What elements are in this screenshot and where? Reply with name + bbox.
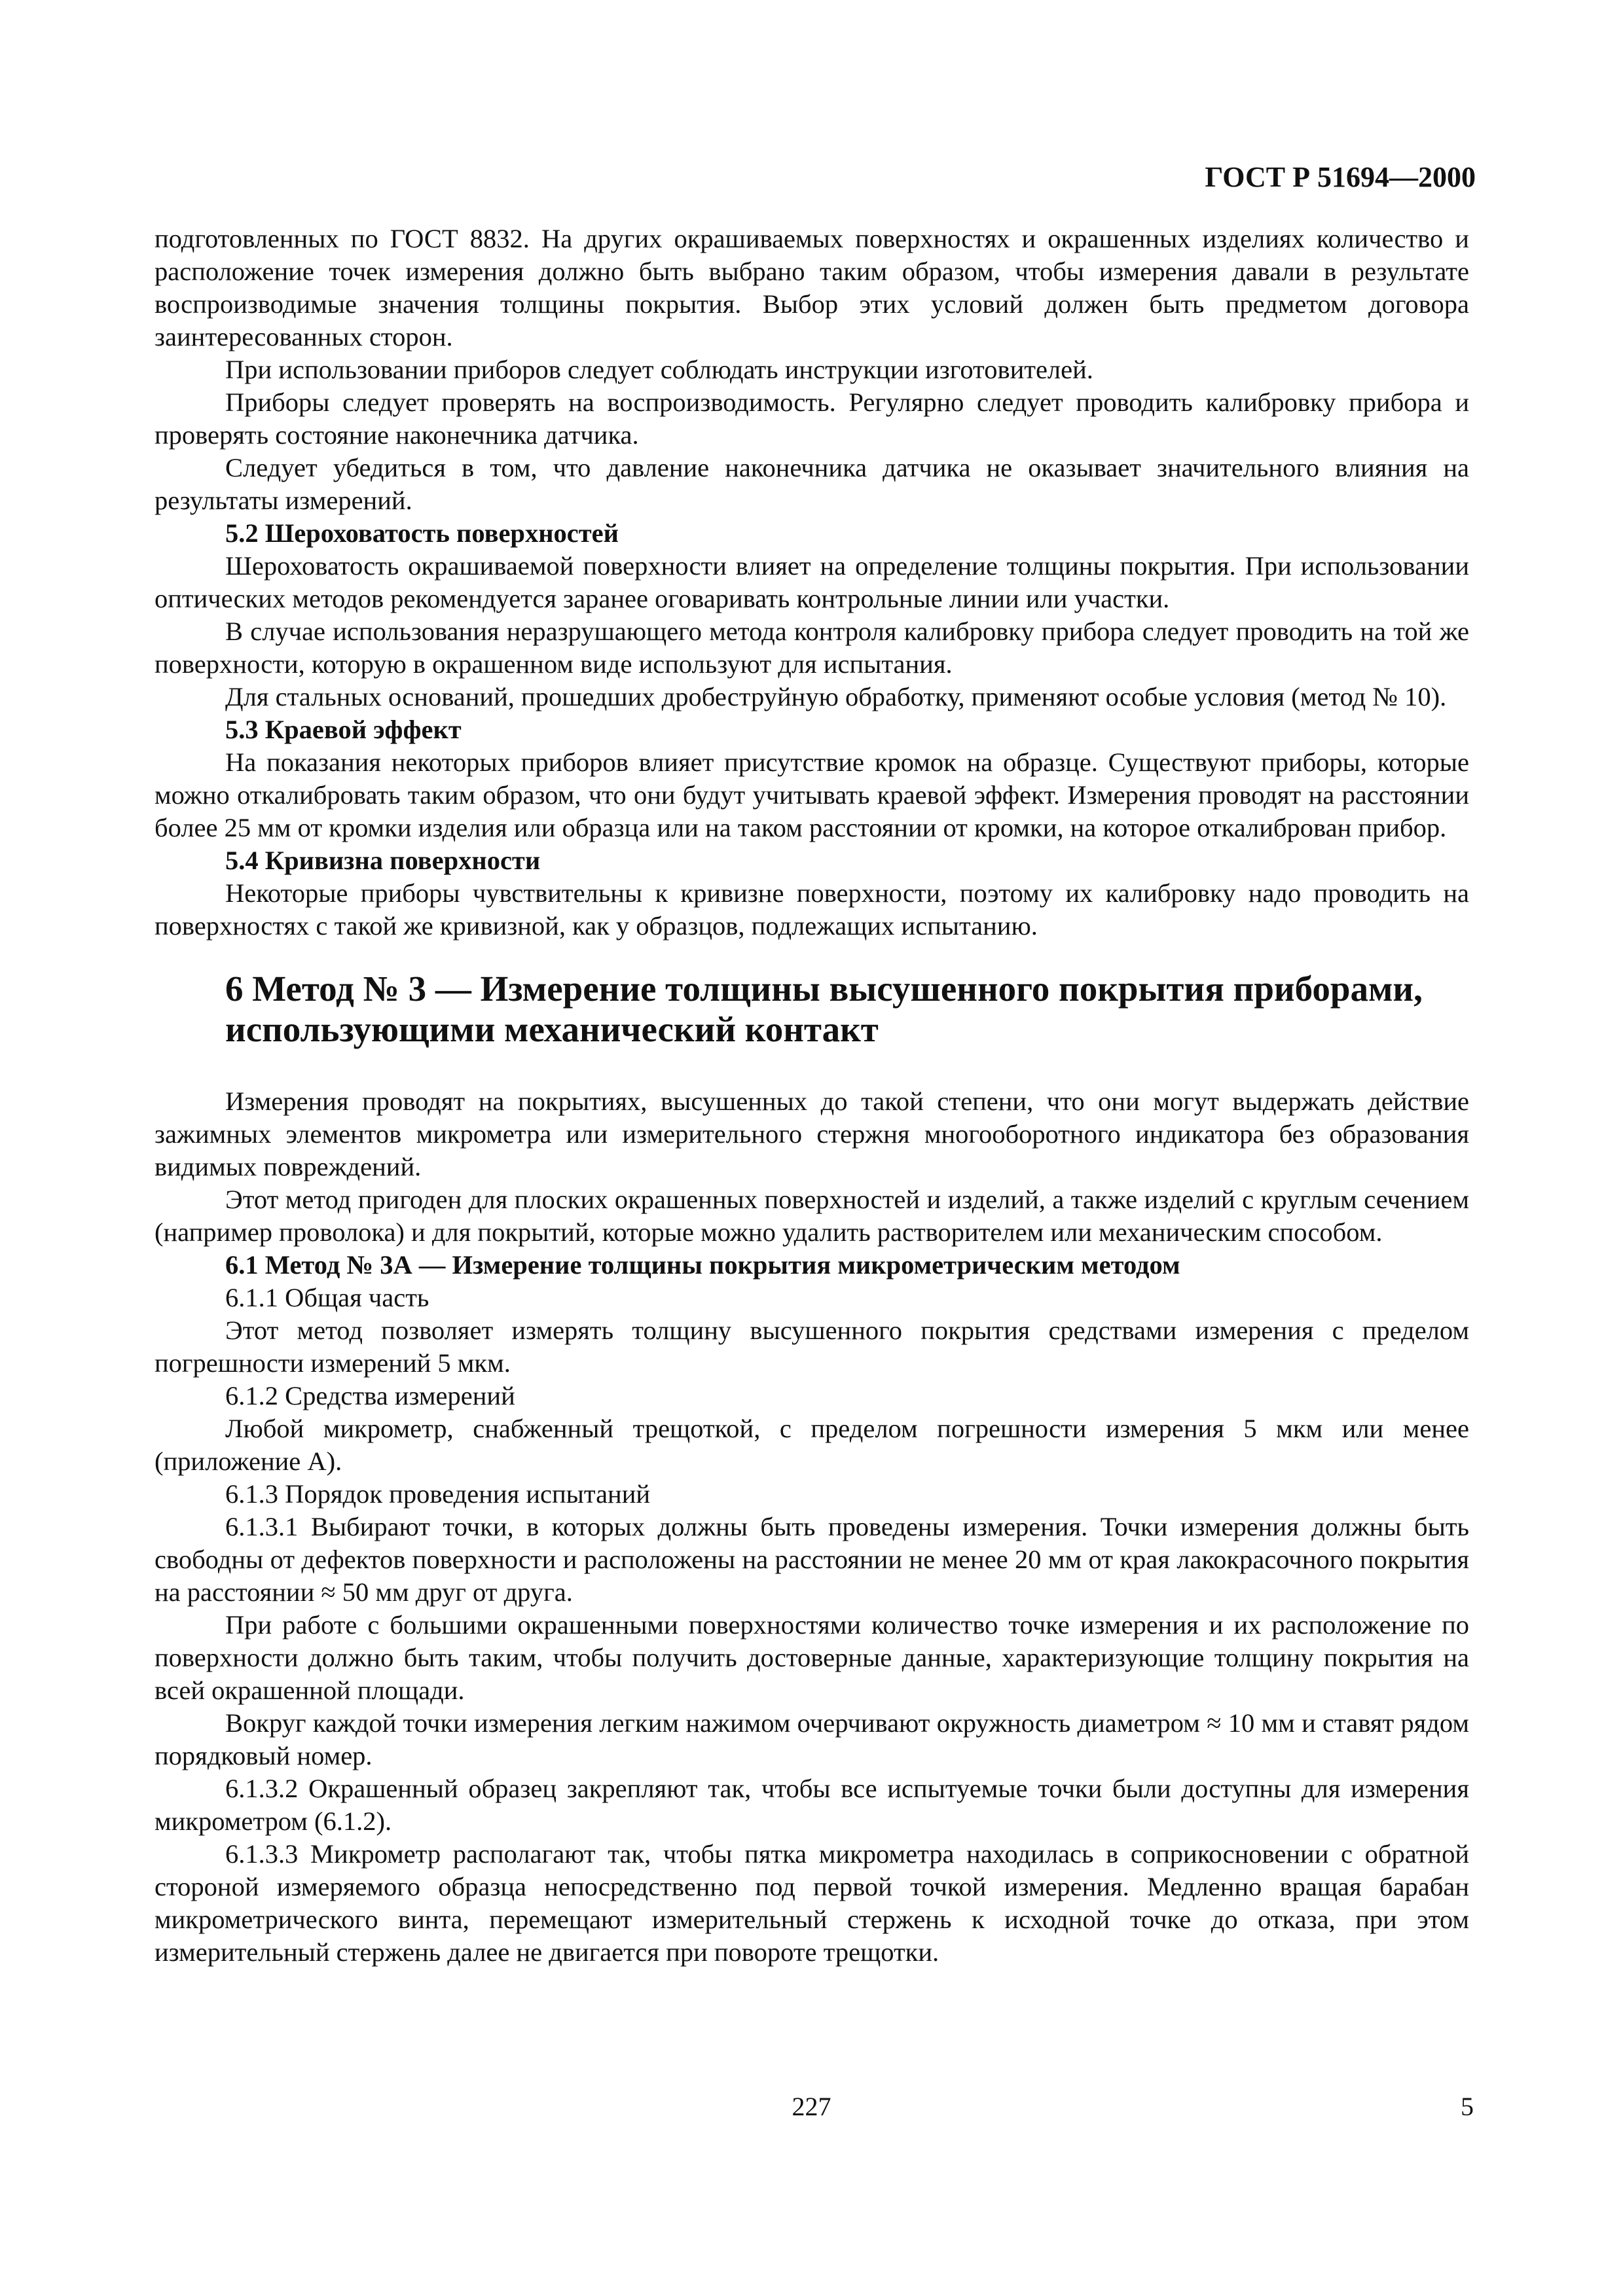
paragraph: Измерения проводят на покрытиях, высушенных до такой степени, что они могут выдержать действие зажимных элементов микрометра или измерительного стержня многооборотного индикатора без образования видимых повреждений. bbox=[155, 1086, 1469, 1181]
paragraph: При использовании приборов следует соблюдать инструкции изготовителей. bbox=[225, 355, 1093, 384]
clause-title-6-1-2: 6.1.2 Средства измерений bbox=[225, 1381, 515, 1410]
paragraph: При работе с большими окрашенными поверхностями количество точке измерения и их расположение по поверхности должно быть таким, чтобы получить достоверные данные, характеризующие толщину покрытия на всей окрашенной площади. bbox=[155, 1610, 1469, 1705]
section-title-6: 6 Метод № 3 — Измерение толщины высушенного покрытия приборами, использующими механический контакт bbox=[225, 969, 1423, 1049]
document-code-header: ГОСТ Р 51694—2000 bbox=[1205, 161, 1476, 193]
subsection-title-5-2: 5.2 Шероховатость поверхностей bbox=[225, 518, 619, 548]
page-number: 5 bbox=[1461, 2092, 1474, 2121]
paragraph: Некоторые приборы чувствительны к кривизне поверхности, поэтому их калибровку надо проводить на поверхностях с такой же кривизной, как у образцов, подлежащих испытанию. bbox=[155, 878, 1469, 941]
subsection-title-5-4: 5.4 Кривизна поверхности bbox=[225, 846, 541, 875]
paragraph: Этот метод пригоден для плоских окрашенных поверхностей и изделий, а также изделий с круглым сечением (например проволока) и для покрытий, которые можно удалить растворителем или механическим способом. bbox=[155, 1185, 1469, 1247]
paragraph: подготовленных по ГОСТ 8832. На других окрашиваемых поверхностях и окрашенных изделиях количество и расположение точек измерения должно быть выбрано таким образом, чтобы измерения давали в результате воспроизводимые значения толщины покрытия. Выбор этих условий должен быть предметом договора заинтересованных сторон. bbox=[155, 224, 1469, 351]
paragraph: Шероховатость окрашиваемой поверхности влияет на определение толщины покрытия. При использовании оптических методов рекомендуется заранее оговаривать контрольные линии или участки. bbox=[155, 551, 1469, 613]
paragraph: Этот метод позволяет измерять толщину высушенного покрытия средствами измерения с пределом погрешности измерений 5 мкм. bbox=[155, 1316, 1469, 1378]
paragraph: На показания некоторых приборов влияет присутствие кромок на образце. Существуют приборы, которые можно откалибровать таким образом, что они будут учитывать краевой эффект. Измерения проводят на расстоянии более 25 мм от кромки изделия или образца или на таком расстоянии от кромки, на которое откалиброван прибор. bbox=[155, 747, 1469, 842]
paragraph: Вокруг каждой точки измерения легким нажимом очерчивают окружность диаметром ≈ 10 мм и ставят рядом порядковый номер. bbox=[155, 1708, 1469, 1770]
paragraph: Приборы следует проверять на воспроизводимость. Регулярно следует проводить калибровку прибора и проверять состояние наконечника датчика. bbox=[155, 387, 1469, 450]
clause-title-6-1-3: 6.1.3 Порядок проведения испытаний bbox=[225, 1479, 651, 1509]
subsection-title-6-1: 6.1 Метод № 3А — Измерение толщины покрытия микрометрическим методом bbox=[225, 1250, 1180, 1280]
paragraph: Любой микрометр, снабженный трещоткой, с пределом погрешности измерения 5 мкм или менее (приложение А). bbox=[155, 1414, 1469, 1476]
paragraph: Для стальных оснований, прошедших дробеструйную обработку, применяют особые условия (метод № 10). bbox=[225, 682, 1447, 711]
paragraph: В случае использования неразрушающего метода контроля калибровку прибора следует проводить на той же поверхности, которую в окрашенном виде используют для испытания. bbox=[155, 617, 1469, 679]
document-body bbox=[155, 223, 1469, 1969]
clause-title-6-1-1: 6.1.1 Общая часть bbox=[225, 1283, 429, 1312]
subsection-title-5-3: 5.3 Краевой эффект bbox=[225, 715, 462, 744]
collection-page-number: 227 bbox=[792, 2092, 831, 2121]
paragraph: 6.1.3.2 Окрашенный образец закрепляют так, чтобы все испытуемые точки были доступны для измерения микрометром (6.1.2). bbox=[155, 1774, 1469, 1836]
paragraph: Следует убедиться в том, что давление наконечника датчика не оказывает значительного влияния на результаты измерений. bbox=[155, 453, 1469, 515]
paragraph: 6.1.3.3 Микрометр располагают так, чтобы пятка микрометра находилась в соприкосновении с обратной стороной измеряемого образца непосредственно под первой точкой измерения. Медленно вращая барабан микрометрического винта, перемещают измерительный стержень к исходной точке до отказа, при этом измерительный стержень далее не двигается при повороте трещотки. bbox=[155, 1839, 1469, 1967]
paragraph: 6.1.3.1 Выбирают точки, в которых должны быть проведены измерения. Точки измерения должны быть свободны от дефектов поверхности и расположены на расстоянии не менее 20 мм от края лакокрасочного покрытия на расстоянии ≈ 50 мм друг от друга. bbox=[155, 1512, 1469, 1607]
